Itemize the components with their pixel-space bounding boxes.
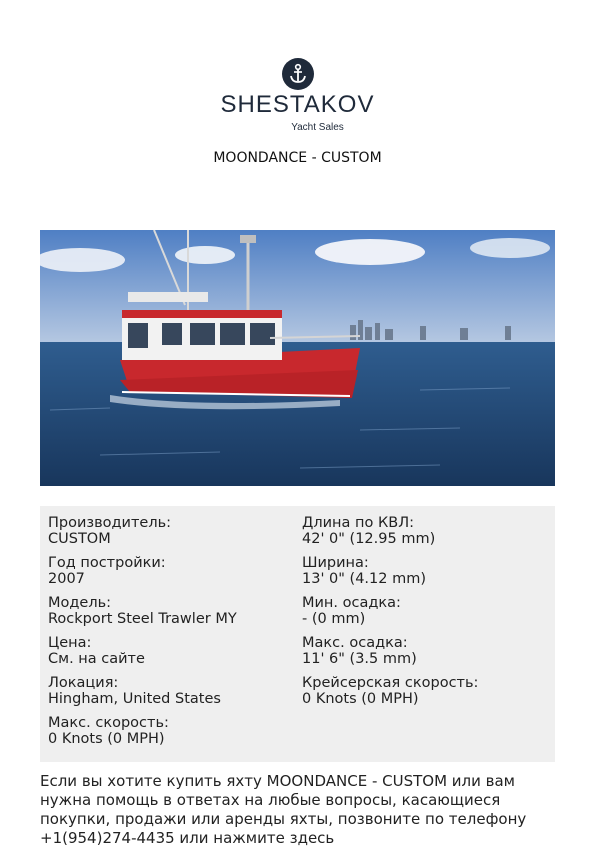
spec-label: Цена: <box>48 635 92 651</box>
spec-value: CUSTOM <box>48 531 111 547</box>
spec-label: Производитель: <box>48 515 172 531</box>
spec-panel <box>40 506 555 762</box>
spec-value: 2007 <box>48 571 85 587</box>
spec-location <box>48 675 298 707</box>
spec-value: 13' 0" (4.12 mm) <box>302 571 427 587</box>
spec-label: Макс. осадка: <box>302 635 408 651</box>
spec-waterline-length <box>302 515 552 547</box>
spec-beam <box>302 555 552 587</box>
spec-label: Макс. скорость: <box>48 715 169 731</box>
spec-label: Ширина: <box>302 555 369 571</box>
spec-label: Длина по КВЛ: <box>302 515 414 531</box>
spec-value: - (0 mm) <box>302 611 366 627</box>
brand-name: SHESTAKOV <box>220 91 375 118</box>
spec-label: Мин. осадка: <box>302 595 401 611</box>
spec-max-draft <box>302 635 552 667</box>
spec-label: Модель: <box>48 595 112 611</box>
brand-subtitle: Yacht Sales <box>291 122 344 133</box>
spec-value: 0 Knots (0 MPH) <box>302 691 419 707</box>
spec-label: Локация: <box>48 675 119 691</box>
yacht-photo <box>40 230 555 486</box>
spec-value: Rockport Steel Trawler MY <box>48 611 237 627</box>
spec-min-draft <box>302 595 552 627</box>
spec-label: Крейсерская скорость: <box>302 675 479 691</box>
spec-column-right <box>302 515 552 715</box>
spec-label: Год постройки: <box>48 555 166 571</box>
anchor-icon <box>282 58 314 90</box>
spec-value: 0 Knots (0 MPH) <box>48 731 165 747</box>
spec-price <box>48 635 298 667</box>
spec-value: 42' 0" (12.95 mm) <box>302 531 436 547</box>
spec-column-left <box>48 515 298 755</box>
spec-cruise-speed <box>302 675 552 707</box>
contact-note: Если вы хотите купить яхту MOONDANCE - CUSTOM или вам нужна помощь в ответах на любые вопросы, касающиеся покупки, продажи или аренды яхты, позвоните по телефону +1(954)274-4435 или нажмите здесь <box>40 772 527 847</box>
brand-logo <box>0 58 595 133</box>
yacht-title: MOONDANCE - CUSTOM <box>213 150 382 166</box>
spec-year <box>48 555 298 587</box>
spec-value: Hingham, United States <box>48 691 221 707</box>
spec-value: См. на сайте <box>48 651 145 667</box>
spec-model <box>48 595 298 627</box>
spec-value: 11' 6" (3.5 mm) <box>302 651 417 667</box>
spec-max-speed <box>48 715 298 747</box>
spec-builder <box>48 515 298 547</box>
